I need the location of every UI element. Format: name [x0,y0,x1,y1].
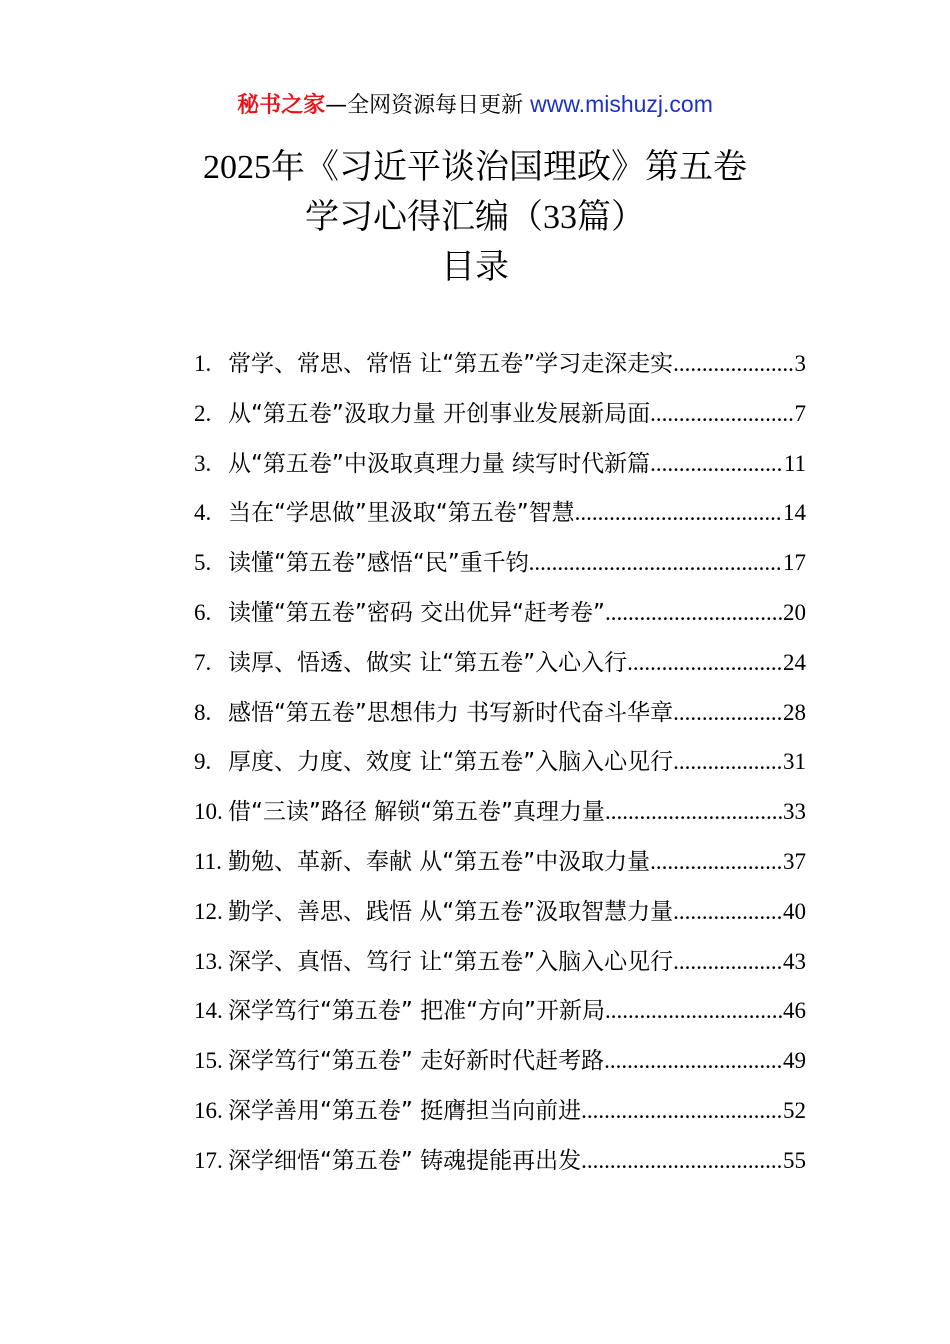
toc-dot-leader [581,1148,783,1174]
site-name: 秘书之家 [237,93,326,118]
toc-entry[interactable] [194,644,806,694]
toc-entry-title: 深学笃行“第五卷” 把准“方向”开新局 [228,998,605,1025]
toc-entry[interactable] [194,694,806,744]
toc-entry-title: 读厚、悟透、做实 让“第五卷”入心入行 [228,649,628,676]
table-of-contents [194,345,806,1192]
toc-heading: 目录 [441,249,509,286]
toc-dot-leader [673,899,783,925]
toc-entry[interactable] [194,893,806,943]
toc-entry[interactable] [194,992,806,1042]
toc-dot-leader [605,998,783,1024]
toc-entry-title: 感悟“第五卷”思想伟力 书写新时代奋斗华章 [228,699,674,726]
toc-entry-title: 读懂“第五卷”感悟“民”重千钧 [228,550,529,577]
toc-entry-page: 28 [783,699,806,725]
toc-entry-page: 14 [783,500,806,526]
toc-entry[interactable] [194,594,806,644]
toc-entry-number: 4. [194,500,212,526]
toc-dot-leader [581,1098,783,1124]
toc-entry-number: 6. [194,599,212,625]
toc-dot-leader [529,550,783,576]
toc-entry-title: 常学、常思、常悟 让“第五卷”学习走深走实 [228,351,674,377]
toc-entry-title: 厚度、力度、效度 让“第五卷”入脑入心见行 [228,749,674,776]
toc-dot-leader [605,600,783,626]
toc-entry-page: 37 [783,848,806,874]
toc-entry-title: 勤学、善思、践悟 从“第五卷”汲取智慧力量 [228,898,674,925]
toc-entry-page: 7 [794,400,806,426]
toc-entry-page: 46 [783,998,806,1024]
toc-entry-number: 2. [194,400,212,426]
toc-entry[interactable] [194,743,806,793]
toc-entry-page: 52 [783,1097,806,1123]
toc-entry[interactable] [194,544,806,594]
toc-entry-number: 7. [194,649,212,675]
toc-entry-number: 8. [194,699,212,725]
toc-entry-title: 从“第五卷”中汲取真理力量 续写时代新篇 [228,450,651,477]
toc-dot-leader [605,799,783,825]
toc-entry-page: 43 [783,948,806,974]
toc-entry[interactable] [194,1042,806,1092]
toc-entry-title: 借“三读”路径 解锁“第五卷”真理力量 [228,799,605,826]
toc-entry-title: 深学细悟“第五卷” 铸魂提能再出发 [228,1147,582,1174]
toc-entry[interactable] [194,345,806,395]
toc-entry-page: 11 [783,450,806,476]
toc-entry-page: 17 [783,550,806,576]
toc-entry[interactable] [194,1092,806,1142]
toc-entry-number: 13. [194,948,223,974]
site-url-link[interactable]: www.mishuzj.com [530,91,713,117]
toc-entry-page: 31 [783,749,806,775]
toc-entry-title: 深学笃行“第五卷” 走好新时代赶考路 [228,1048,605,1075]
site-tagline: —全网资源每日更新 [325,93,524,118]
document-title-line-2: 学习心得汇编（33篇） [305,199,645,236]
toc-dot-leader [673,749,783,775]
site-banner [0,88,950,122]
toc-entry-title: 当在“学思做”里汲取“第五卷”智慧 [228,500,575,527]
toc-entry-page: 49 [783,1048,806,1074]
toc-entry-number: 9. [194,749,212,775]
toc-entry-number: 12. [194,898,223,924]
toc-entry-title: 深学善用“第五卷” 挺膺担当向前进 [228,1097,582,1124]
toc-entry-number: 10. [194,799,223,825]
toc-entry-number: 17. [194,1147,223,1173]
toc-entry-number: 5. [194,550,212,576]
toc-entry-page: 20 [783,599,806,625]
toc-entry-number: 3. [194,450,212,476]
toc-entry[interactable] [194,494,806,544]
toc-dot-leader [575,500,783,526]
toc-dot-leader [673,700,783,726]
toc-entry-number: 16. [194,1097,223,1123]
toc-dot-leader [673,949,783,975]
toc-entry-title: 从“第五卷”汲取力量 开创事业发展新局面 [228,400,651,427]
toc-entry-number: 11. [194,848,222,874]
toc-entry-page: 3 [794,351,806,376]
toc-entry-page: 55 [783,1147,806,1173]
toc-entry-title: 深学、真悟、笃行 让“第五卷”入脑入心见行 [228,948,674,975]
toc-entry-number: 15. [194,1048,223,1074]
toc-entry[interactable] [194,943,806,993]
toc-entry[interactable] [194,1142,806,1192]
toc-entry-number: 14. [194,998,223,1024]
toc-entry[interactable] [194,843,806,893]
toc-dot-leader [673,351,794,377]
toc-dot-leader [650,401,794,427]
toc-dot-leader [650,849,783,875]
toc-dot-leader [650,451,784,477]
toc-entry[interactable] [194,793,806,843]
document-title-line-1: 2025年《习近平谈治国理政》第五卷 [203,149,747,186]
toc-entry[interactable] [194,395,806,445]
toc-dot-leader [627,650,783,676]
toc-entry-page: 24 [783,649,806,675]
toc-entry-page: 40 [783,898,806,924]
toc-entry-title: 勤勉、革新、奉献 从“第五卷”中汲取力量 [228,848,651,875]
toc-entry-title: 读懂“第五卷”密码 交出优异“赶考卷” [228,599,605,626]
toc-entry[interactable] [194,445,806,495]
toc-entry-number: 1. [194,351,212,376]
toc-entry-page: 33 [783,799,806,825]
toc-dot-leader [604,1048,783,1074]
